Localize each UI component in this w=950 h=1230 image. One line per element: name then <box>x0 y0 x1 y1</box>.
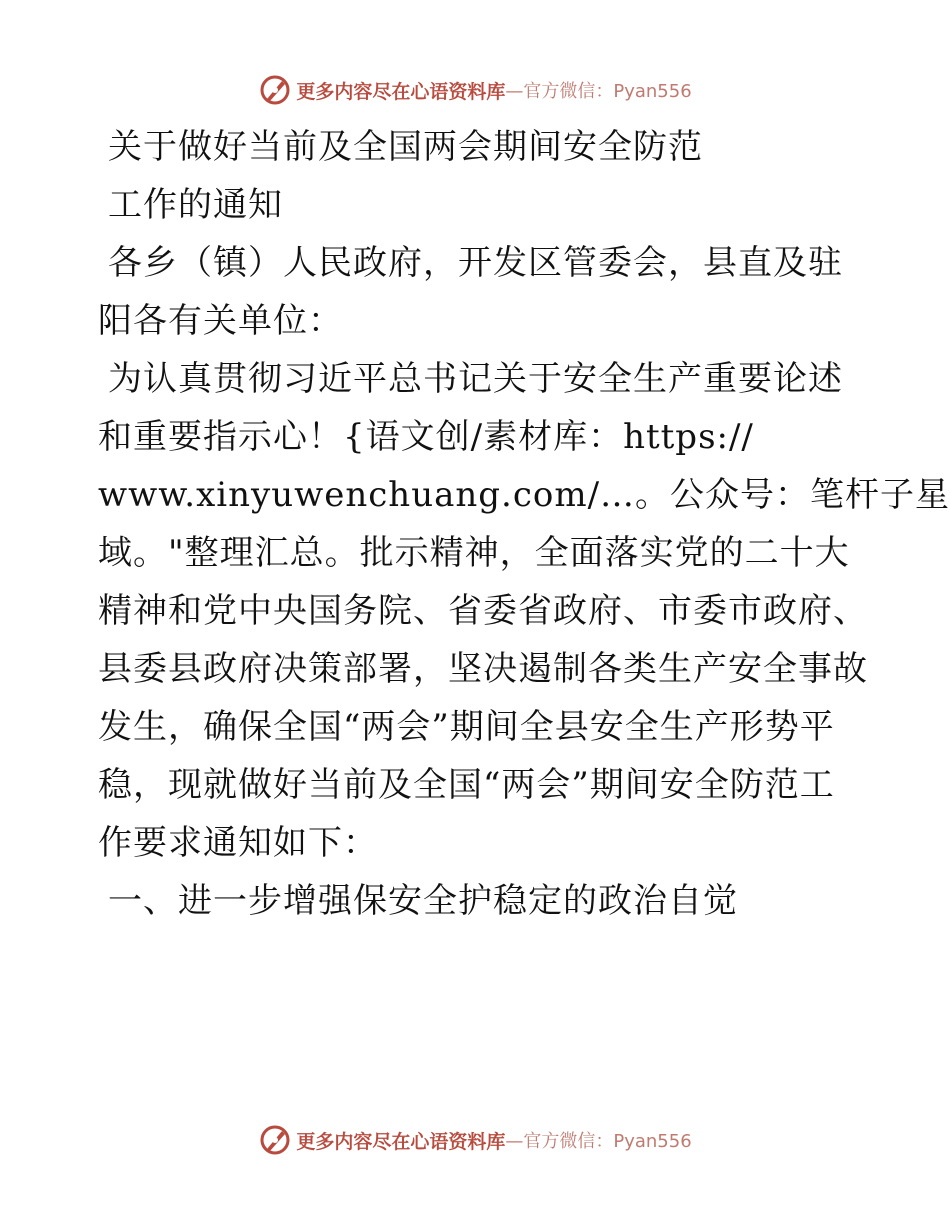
addressee-line-1: 各乡（镇）人民政府，开发区管委会，县直及驻 <box>108 243 843 283</box>
document-title-line-2: 工作的通知 <box>108 185 283 225</box>
document-body <box>98 118 950 930</box>
addressee-line-2: 阳各有关单位： <box>98 301 343 341</box>
document-title-line-1: 关于做好当前及全国两会期间安全防范 <box>108 127 703 167</box>
body-line: 为认真贯彻习近平总书记关于安全生产重要论述 <box>108 359 843 399</box>
header-watermark <box>0 70 950 110</box>
watermark-sub-text: —官方微信：Pyan556 <box>505 81 692 102</box>
body-line: 作要求通知如下： <box>98 823 378 863</box>
body-line: 域。"整理汇总。批示精神，全面落实党的二十大 <box>98 533 850 573</box>
quill-circle-logo-icon <box>258 1123 292 1157</box>
footer-watermark <box>0 1120 950 1160</box>
quill-circle-logo-icon <box>258 73 292 107</box>
body-line: 精神和党中央国务院、省委省政府、市委市政府、 <box>98 591 868 631</box>
watermark-main-text: 更多内容尽在心语资料库 <box>296 1130 506 1153</box>
watermark-main-text: 更多内容尽在心语资料库 <box>296 80 506 103</box>
watermark-sub-text: —官方微信：Pyan556 <box>505 1131 692 1152</box>
body-line: www.xinyuwenchuang.com/…。公众号：笔杆子星 <box>98 475 950 515</box>
section-heading-1: 一、进一步增强保安全护稳定的政治自觉 <box>108 881 738 921</box>
body-line: 稳，现就做好当前及全国“两会”期间安全防范工 <box>98 765 835 805</box>
body-line: 发生，确保全国“两会”期间全县安全生产形势平 <box>98 707 835 747</box>
body-line: 县委县政府决策部署，坚决遏制各类生产安全事故 <box>98 649 868 689</box>
body-line: 和重要指示心！{语文创/素材库：https:// <box>98 417 754 457</box>
